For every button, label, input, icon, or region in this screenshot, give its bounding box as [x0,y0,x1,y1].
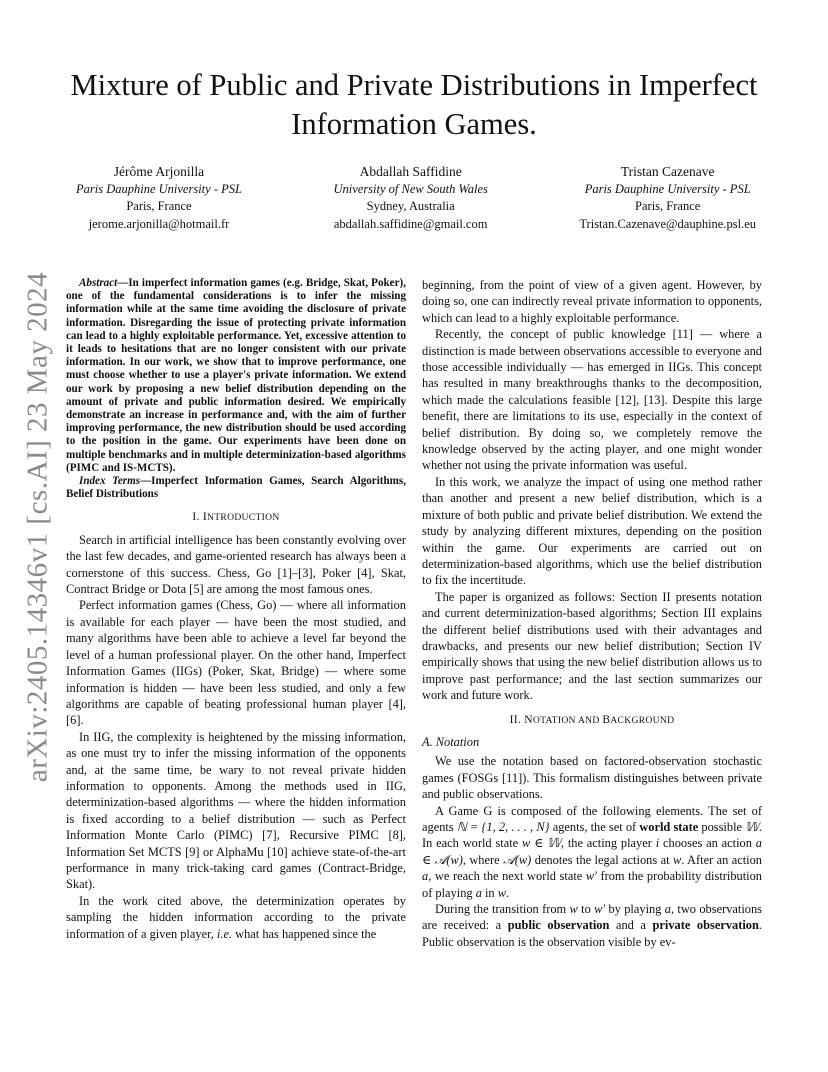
abstract-label: Abstract [79,277,118,289]
paper-title: Mixture of Public and Private Distributions in Imperfect Information Games. [70,68,758,141]
text-span: and a [609,918,653,933]
author-email: jerome.arjonilla@hotmail.fr [88,216,230,231]
section-title-part: OTATION AND [532,714,603,726]
math-span: a [664,902,671,917]
section-number: II. N [509,713,533,726]
text-span: A Game G is composed of the following elements. The set of agents [422,803,762,834]
right-column [422,277,762,950]
text-span: from the probability distribution of playing [422,869,762,900]
author-3 [579,163,756,233]
bold-term: private observation [652,918,759,933]
subsection-heading-notation: A. Notation [422,734,480,749]
bold-term: world state [639,820,699,834]
author-affiliation: Paris Dauphine University - PSL [76,181,242,196]
math-span: a [475,885,482,900]
index-terms-text: —Imperfect Information Games, Search Algorithms, Belief Distributions [66,475,406,501]
text-span: agents, the set of [549,820,640,834]
text-span: , the acting player [560,836,656,851]
author-2 [333,163,487,233]
author-location: Sydney, Australia [366,199,455,213]
section-number: I. I [192,511,207,524]
author-email: Tristan.Cazenave@dauphine.psl.eu [579,216,756,231]
intro-paragraph-3: In IIG, the complexity is heightened by the missing information, as one must try to infer the missing information of the opponents and, at the same time, be wary to not reveal private hidden information to opponents. Among the methods used in IIG, determinization-based algorithms — where the hidden information is fixed according to a belief distribution — such as Perfect Information Monte Carlo (PIMC) [7], Recursive PIMC [8], Information Set MCTS [9] or AlphaMu [10] achieve state-of-the-art performance in many trick-taking card games (Contract-Bridge, Skat). [66,729,406,892]
section-title: NTRODUCTION [207,512,280,524]
index-terms [66,475,406,501]
right-paragraph-3: In this work, we analyze the impact of using one method rather than another and present a new belief distribution, which is a mixture of both public and private belief distribution. We extend the study by analyzing different mixtures, depending on the position within the game. Our experiments are carried out on determinization-based algorithms, which use the belief distribution to fix the incertitude. [422,474,762,588]
text-span: . In each world state [422,820,763,851]
bold-term: public observation [507,918,610,933]
math-span: w′ [594,902,606,917]
right-paragraph-1: beginning, from the point of view of a given agent. However, by doing so, one can indirectly reveal private information to opponents, which can lead to a highly exploitable performance. [422,278,762,325]
text-span: in [481,885,498,900]
left-column [66,277,406,942]
author-affiliation: Paris Dauphine University - PSL [584,181,751,196]
text-span: . [506,885,510,900]
author-1 [76,163,242,233]
author-location: Paris, France [126,199,192,213]
math-span: a [422,869,429,884]
text-span: what has happened since the [232,926,377,941]
index-terms-label: Index Terms [79,475,141,488]
arxiv-identifier: arXiv:2405.14346v1 [cs.AI] 23 May 2024 [21,271,54,783]
notation-paragraph-2 [422,803,762,901]
text-span: denotes the legal actions at [531,852,673,867]
intro-paragraph-4 [66,893,406,942]
right-paragraph-4: The paper is organized as follows: Section II presents notation and current determinization-based algorithms; Section III explains the different belief distributions used with their advantages and drawbacks, and presents our new belief distribution; Section IV empirically shows that using the new belief distribution allows us to improve past performance; and the last section summarizes our work and future work. [422,589,762,703]
text-span: , we reach the next world state [428,869,586,884]
math-span: w [672,852,682,867]
math-span: i [655,836,660,851]
math-span: ℕ = {1, 2, . . . , N} [456,820,550,834]
text-span: to [577,902,595,917]
text-span: , where [462,852,504,867]
text-span: In the work cited above, the determinization operates by sampling the hidden information according to the private information of a given player, [66,893,406,941]
abstract-text: —In imperfect information games (e.g. Bridge, Skat, Poker), one of the fundamental considerations is to infer the missing information while at the same time avoiding the disclosure of private information. Disregarding the issue of protecting private information can lead to a highly exploitable performance. Yet, excessive attention to it leads to hesitations that are no longer consistent with our private information. In our work, we show that to improve performance, one must choose whether to use a player's private information. We extend our work by proposing a new belief distribution depending on the amount of private and public information desired. We empirically demonstrate an increase in performance and, with the aim of further improving performance, the new distribution should be used according to the position in the game. Our experiments have been done on multiple benchmarks and in multiple determinization-based algorithms (PIMC and IS-MCTS). [66,277,406,474]
math-span: w [569,902,578,917]
author-name: Jérôme Arjonilla [113,164,205,179]
notation-paragraph-3 [422,901,762,950]
intro-paragraph-1: Search in artificial intelligence has been constantly evolving over the last few decades, and game-oriented research has always been a cornerstone of this success. Chess, Go [1]–[3], Poker [4], Skat, Contract Bridge or Dota [5] are among the most famous ones. [66,532,406,597]
right-paragraph-2: Recently, the concept of public knowledge [11] — where a distinction is made between observations accessible to everyone and those accessible individually — has emerged in IIGs. This concept has resulted in many breakthroughs thanks to the decomposition, which made the calculations feasible [12], [13]. Despite this large benefit, there are limitations to its use, especially in the context of belief distribution. By doing so, we completely remove the knowledge observed by the acting player, and one might wonder whether not using the private information was useful. [422,327,762,473]
text-span: , two observations are received: a [422,902,762,933]
author-email: abdallah.saffidine@gmail.com [333,216,488,231]
math-span: 𝕎 [745,820,759,834]
section-title-part: B [602,713,611,726]
author-name: Tristan Cazenave [620,164,715,179]
author-name: Abdallah Saffidine [359,164,462,179]
text-span: . Public observation is the observation visible by ev- [422,918,762,949]
arxiv-side-stamp [14,271,62,783]
author-affiliation: University of New South Wales [333,181,488,196]
math-span: w [497,885,506,900]
math-span: a ∈ 𝒜(w) [422,836,762,867]
section-heading-notation-background [422,712,762,729]
text-span: chooses an action [659,836,756,851]
text-span: by playing [605,902,665,917]
italic-span: i.e. [216,926,233,941]
text-span: During the transition from [435,902,570,917]
intro-paragraph-2: Perfect information games (Chess, Go) — where all information is available for each player — have been the most studied, and many algorithms have been able to achieve a level far beyond the level of a human professional player. On the other hand, Imperfect Information Games (IIGs) (Poker, Skat, Bridge) — where some information is hidden — have been less studied, and only a few algorithms are capable of beating professional human player [4], [6]. [66,598,406,728]
section-title-part: ACKGROUND [610,714,675,726]
abstract [66,277,406,475]
math-span: w′ [585,869,597,884]
text-span: possible [698,820,746,834]
author-block [76,163,756,233]
section-heading-introduction [66,509,406,526]
notation-paragraph-1: We use the notation based on factored-observation stochastic games (FOSGs [11]). This formalism distinguishes between private and public observations. [422,754,762,802]
text-span: . After an action [681,852,763,867]
math-span: w ∈ 𝕎 [522,836,561,851]
author-location: Paris, France [635,199,701,213]
math-span: 𝒜(w) [503,852,532,867]
